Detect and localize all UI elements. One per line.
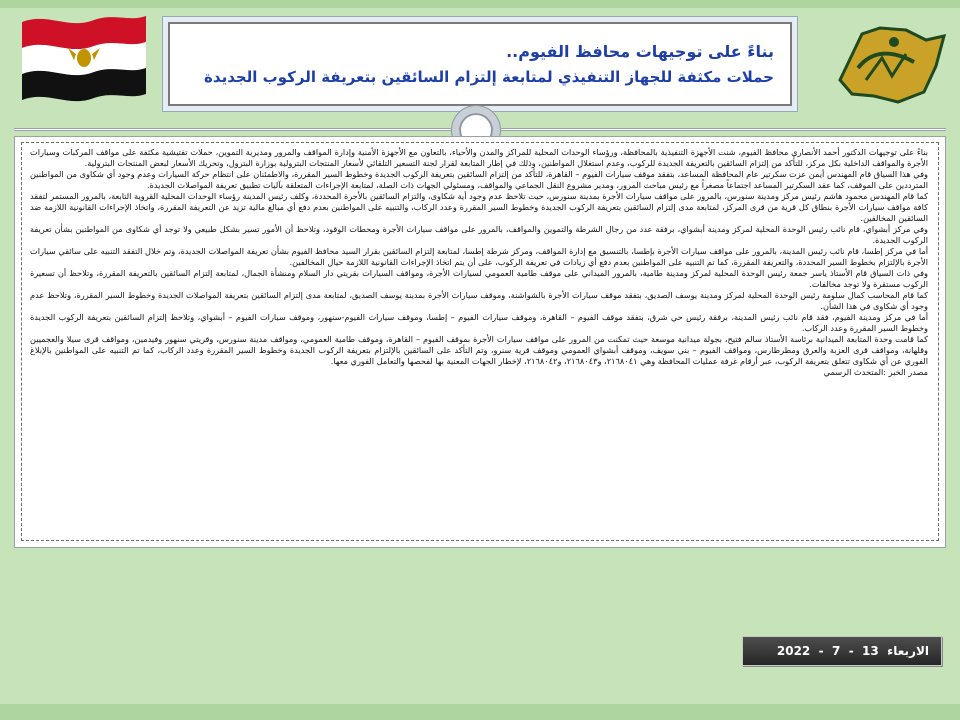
headline-subtitle: حملات مكثفة للجهاز التنفيذي لمتابعة إلتزام السائقين بتعريفة الركوب الجديدة: [204, 68, 774, 86]
fayoum-governorate-logo: [822, 10, 952, 110]
article-source: مصدر الخبر :المتحدث الرسمي: [823, 367, 928, 377]
article-frame: [14, 136, 946, 548]
article-paragraph: أما في مركز ومدينة الفيوم، فقد قام نائب رئيس المدينة، برفقة رئيس حي شرق، بتفقد موقف الفيوم – القاهرة، وموقف سيارات الفيوم – إطسا، وموقف سيارات الفيوم-سنهور، وموقف سيارات الفيوم – أبشواي، وتلاحظ إلتزام السائقين بتعريفة الركوب الجديدة وخطوط السير المقررة وعدد الركاب.: [30, 312, 928, 333]
date-month: 7: [831, 644, 841, 658]
article-paragraph: وفي ذات السياق قام الأستاذ ياسر جمعة رئيس الوحدة المحلية لمركز ومدينة طامية، بالمرور الميداني على موقف طامية العمومي لسيارات الأجرة، ومواقف السيارات بقريتي دار السلام ومنشأة الجمال، لمتابعة إلتزام السائقين بالتعريفة المقررة، وتلاحظ أن تسعيرة الركوب مستقرة ولا توجد مخالفات.: [30, 268, 928, 289]
article-paragraph: كما قامت وحدة المتابعة الميدانية برئاسة الأستاذ سالم فتيح، بجولة ميدانية موسعة حيث تمكنت من المرور على مواقف سيارات الأجرة بموقف الفيوم – القاهرة، وموقف طامية العمومي، ومواقف مدينة سنورس، وقريتي سنهور وفيدمين، ومواقف قرى سيلا والعجميين وقلهانة، ومواقف قرى العزبة والعرق ومطرطارس، ومواقف الفيوم – بني سويف، وموقف أبشواي العمومي وموقف قرية سنرو، وتم التأكد على السائقين بالإلتزام بتعريفة الركوب الجديدة وخطوط السير المقررة وعدد الركاب، كما تم التنبيه على المواطنين بالإبلاغ الفوري عن أي شكاوى تتعلق بتعريفة الركوب، عبر أرقام غرفة عمليات المحافظة وهي ٢١٦٨٠٤١، و٢١٦٨٠٤٣، و٢١٦٨٠٤٢، لإخطار الجهات المعنية بها لفحصها والتعامل الفوري معها.: [30, 334, 928, 366]
date-text: الاربعاء 13 - 7 - 2022: [776, 644, 929, 658]
article-paragraph: أما في مركز إطسا، قام نائب رئيس المدينة، بالمرور على مواقف سيارات الأجرة بإطسا، بالتنسيق مع إدارة المواقف، ومركز شرطة إطسا، لمتابعة إلتزام السائقين بقرار السيد محافظ الفيوم بشأن تعريفة المواصلات الجديدة، وتم خلال التفقد التنبيه على سائقي سيارات الأجرة بالإلتزام بخطوط السير المحددة، والتعريفة المقررة، كما تم التنبيه على المواطنين بعدم دفع أي زيادات في تعريفة الركوب، على أن يتم اتخاذ الإجراءات القانونية اللازمة حيال المخالفين.: [30, 246, 928, 267]
headline-box: [168, 22, 792, 106]
top-stripe: [0, 0, 960, 8]
bottom-stripe: [0, 704, 960, 720]
article-body: [21, 142, 939, 541]
date-year: 2022: [776, 644, 811, 658]
article-paragraph: وفي هذا السياق قام المهندس أيمن عزت سكرتير عام المحافظة المساعد، بتفقد موقف سيارات الفيوم – القاهرة، للتأكد من إلتزام السائقين بتعريفة الركوب الجديدة وخطوط السير المقررة، والاطمئنان على انتظام حركة السيارات وعدم وجود أي شكاوى من المواطنين المترددين على الموقف، كما عقد السكرتير المساعد اجتماعاً مصغراً مع رئيس مباحث المرور، ومدير مشروع النقل الجماعي والمواقف، ومسئولي الجهات ذات الصلة، لمتابعة الإجراءات المتعلقة بآليات تطبيق تعريفة المواصلات الجديدة.: [30, 169, 928, 190]
article-paragraph: كما قام المحاسب كمال سلومة رئيس الوحدة المحلية لمركز ومدينة يوسف الصديق، بتفقد موقف سيارات الأجرة بالشواشنة، وموقف سيارات الأجرة بمدينة يوسف الصديق، لمتابعة مدى إلتزام السائقين بتعريفة المواصلات الجديدة وخطوط السير المقررة، وتلاحظ عدم وجود أي شكاوى في هذا الشأن.: [30, 290, 928, 311]
headline-title: بناءً على توجيهات محافظ الفيوم..: [506, 42, 774, 61]
date-day: الاربعاء: [887, 644, 929, 658]
article-paragraph: كما قام المهندس محمود هاشم رئيس مركز ومدينة سنورس، بالمرور على مواقف سيارات الأجرة بمدينة سنورس، حيث تلاحظ عدم وجود أية شكاوى، والتزام السائقين بالأجرة المحددة، وكلف رئيس المدينة رؤساء الوحدات المحلية القروية التابعة، بالمرور المستمر لتفقد كافة مواقف سيارات الأجرة بنطاق كل قرية من قرى المركز، لمتابعة مدى إلتزام السائقين بتعريفة الركوب الجديدة وخطوط السير المقررة وعدد الركاب، والتنبيه على المواطنين بعدم دفع أي مبالغ مالية تزيد عن التعريفة المقررة، واتخاذ الإجراءات القانونية اللازمة ضد السائقين المخالفين.: [30, 191, 928, 223]
date-day-number: 13: [862, 644, 879, 658]
article-paragraph: بناءً على توجيهات الدكتور أحمد الأنصاري محافظ الفيوم، شنت الأجهزة التنفيذية بالمحافظة، ورؤساء الوحدات المحلية للمراكز والمدن والأحياء، بالتعاون مع الأجهزة الأمنية وإدارة المواقف والمرور ومديرية التموين، حملات تفتيشية مكثفة على مواقف المركبات وسيارات الأجرة والمواقف الداخلية بكل مركز، للتأكد من إلتزام السائقين بالتعريفة الجديدة للركوب، وعدم استغلال المواطنين، وذلك في إطار المتابعة لقرار لجنة التسعير التلقائي لأسعار المنتجات البترولية بوزارة البترول، وتحريك الأسعار لبعض المنتجات البترولية.: [30, 147, 928, 168]
egypt-flag: [18, 8, 150, 104]
article-paragraph: وفي مركز أبشواي، قام نائب رئيس الوحدة المحلية لمركز ومدينة أبشواي، برفقة عدد من رجال الشرطة والتموين والمواقف، بالمرور على مواقف سيارات الأجرة ومحطات الوقود، وتلاحظ أن الأمور تسير بشكل طبيعي ولا توجد أي شكاوى من المواطنين بشأن تعريفة الركوب الجديدة.: [30, 224, 928, 245]
date-bar: [742, 636, 942, 666]
